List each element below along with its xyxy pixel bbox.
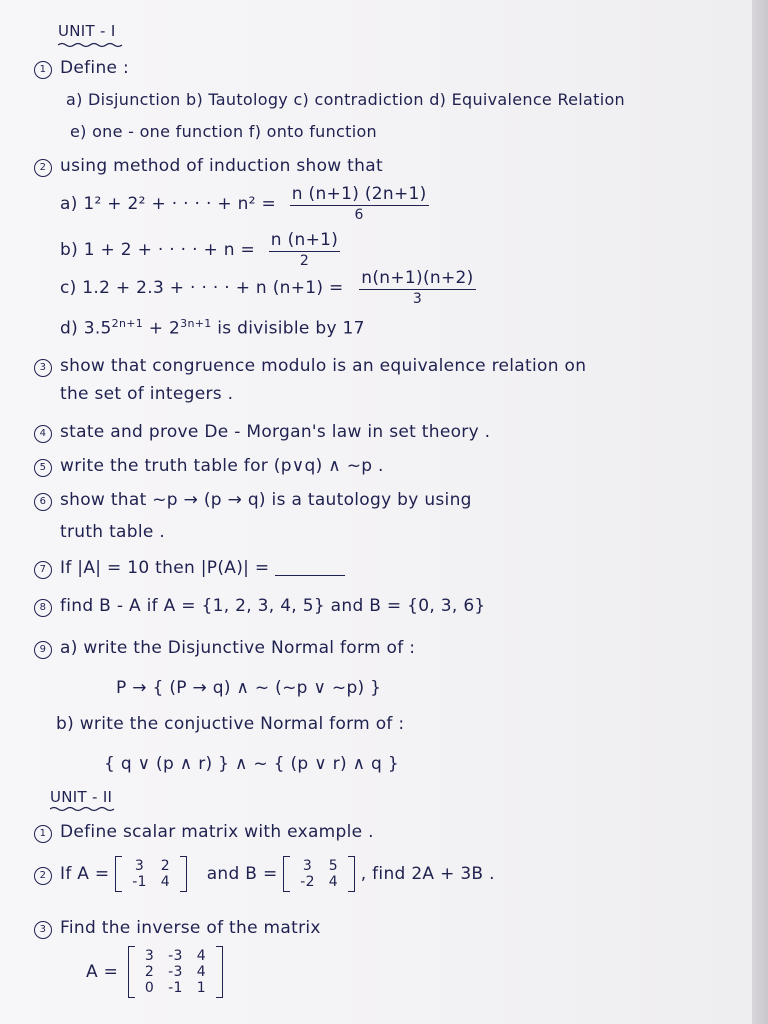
question-text: Define : bbox=[60, 58, 130, 78]
question-text: a) write the Disjunctive Normal form of : bbox=[60, 638, 416, 658]
u1-question-6 bbox=[34, 492, 472, 511]
u2-question-1 bbox=[34, 824, 374, 843]
question-text: If |A| = 10 then |P(A)| = bbox=[60, 558, 270, 578]
question-number: 3 bbox=[34, 359, 52, 377]
matrix-cell: -1 bbox=[132, 874, 147, 890]
matrix-cell: -1 bbox=[168, 980, 183, 996]
question-number: 9 bbox=[34, 641, 52, 659]
matrix-cell: 3 bbox=[134, 858, 145, 874]
u1-question-7 bbox=[34, 560, 345, 579]
u1-q6-line-2: truth table . bbox=[60, 522, 166, 542]
fraction-numerator: n (n+1) (2n+1) bbox=[291, 184, 427, 204]
question-text: Define scalar matrix with example . bbox=[60, 822, 374, 842]
term-1-base: d) 3.5 bbox=[60, 318, 112, 339]
u2-question-2 bbox=[34, 856, 495, 892]
u2-question-3 bbox=[34, 920, 321, 939]
fraction-denominator: 6 bbox=[354, 207, 364, 223]
question-text: state and prove De - Morgan's law in set theory . bbox=[60, 422, 491, 442]
matrix-cell: 2 bbox=[160, 858, 170, 874]
fraction-denominator: 3 bbox=[412, 291, 423, 307]
matrix-cell: 4 bbox=[196, 948, 206, 964]
u1-q2-part-c bbox=[60, 270, 476, 306]
term-2-base: + 2 bbox=[143, 318, 181, 339]
matrix-cell: 3 bbox=[302, 858, 313, 874]
unit-2-underline bbox=[50, 806, 116, 812]
question-number: 2 bbox=[34, 159, 52, 177]
question-number: 3 bbox=[34, 921, 52, 939]
u2-q3-matrix-line bbox=[86, 946, 223, 998]
question-text: using method of induction show that bbox=[60, 156, 383, 176]
matrix-a-label: If A = bbox=[60, 864, 110, 884]
unit-2-title: UNIT - II bbox=[50, 788, 113, 806]
fraction-numerator: n (n+1) bbox=[270, 230, 339, 250]
equation-lhs: a) 1² + 2² + · · · · + n² = bbox=[60, 194, 277, 214]
u1-question-3 bbox=[34, 358, 586, 377]
u1-question-9 bbox=[34, 640, 415, 659]
u1-q2-part-a bbox=[60, 186, 429, 222]
matrix-cell: -3 bbox=[168, 948, 183, 964]
question-number: 1 bbox=[34, 61, 52, 79]
matrix-cell: 4 bbox=[196, 964, 206, 980]
u1-question-8 bbox=[34, 598, 486, 617]
page-edge-shadow bbox=[752, 0, 768, 1024]
question-text: write the truth table for (p∨q) ∧ ~p . bbox=[60, 456, 384, 476]
task-text: , find 2A + 3B . bbox=[360, 864, 495, 884]
matrix-cell: 4 bbox=[328, 874, 339, 890]
u1-q1-items-line-2: e) one - one function f) onto function bbox=[70, 122, 377, 141]
u1-q9a-expression: P → { (P → q) ∧ ~ (~p ∨ ~p) } bbox=[116, 678, 382, 698]
u1-question-1 bbox=[34, 60, 129, 79]
fraction-denominator: 2 bbox=[299, 253, 310, 269]
fraction-numerator: n(n+1)(n+2) bbox=[361, 268, 474, 288]
question-number: 7 bbox=[34, 561, 52, 579]
term-2-exponent: 3n+1 bbox=[180, 317, 212, 330]
question-number: 4 bbox=[34, 425, 52, 443]
u1-q9-part-b: b) write the conjuctive Normal form of : bbox=[56, 714, 405, 734]
answer-blank bbox=[275, 575, 345, 576]
equation-rhs-fraction bbox=[359, 270, 475, 306]
question-text: show that ~p → (p → q) is a tautology by using bbox=[60, 490, 472, 510]
u1-q2-part-b bbox=[60, 232, 340, 268]
unit-1-underline bbox=[58, 42, 124, 48]
equation-lhs: b) 1 + 2 + · · · · + n = bbox=[60, 240, 256, 260]
matrix-cell: -3 bbox=[168, 964, 183, 980]
question-text: Find the inverse of the matrix bbox=[60, 918, 321, 938]
matrix-b-label: and B = bbox=[206, 864, 278, 884]
matrix-cell: 0 bbox=[144, 980, 155, 996]
u1-question-4 bbox=[34, 424, 490, 443]
matrix-cell: 5 bbox=[328, 858, 339, 874]
question-number: 5 bbox=[34, 459, 52, 477]
u1-q3-line-2: the set of integers . bbox=[60, 384, 234, 404]
u1-q2-part-d bbox=[60, 318, 365, 338]
equation-rhs-fraction bbox=[269, 232, 340, 268]
question-number: 2 bbox=[34, 867, 52, 885]
u1-question-2 bbox=[34, 158, 383, 177]
question-text: show that congruence modulo is an equivalence relation on bbox=[60, 356, 587, 376]
matrix-label: A = bbox=[86, 962, 119, 982]
u1-q1-items-line-1: a) Disjunction b) Tautology c) contradiction d) Equivalence Relation bbox=[66, 90, 626, 109]
u1-question-5 bbox=[34, 458, 384, 477]
matrix-cell: 1 bbox=[196, 980, 206, 996]
matrix-b bbox=[283, 856, 355, 892]
matrix-cell: -2 bbox=[300, 874, 315, 890]
question-number: 1 bbox=[34, 825, 52, 843]
divisibility-text: is divisible by 17 bbox=[211, 318, 365, 339]
matrix-3x3 bbox=[128, 946, 223, 998]
question-text: find B - A if A = {1, 2, 3, 4, 5} and B = {0, 3, 6} bbox=[60, 596, 486, 616]
question-number: 6 bbox=[34, 493, 52, 511]
u1-q9b-expression: { q ∨ (p ∧ r) } ∧ ~ { (p ∨ r) ∧ q } bbox=[104, 754, 399, 774]
matrix-cell: 2 bbox=[144, 964, 155, 980]
equation-rhs-fraction bbox=[290, 186, 429, 222]
equation-lhs: c) 1.2 + 2.3 + · · · · + n (n+1) = bbox=[60, 278, 344, 298]
term-1-exponent: 2n+1 bbox=[111, 317, 144, 330]
question-number: 8 bbox=[34, 599, 52, 617]
unit-1-title: UNIT - I bbox=[58, 22, 116, 40]
matrix-cell: 4 bbox=[160, 874, 170, 890]
matrix-a bbox=[115, 856, 187, 892]
matrix-cell: 3 bbox=[144, 948, 155, 964]
